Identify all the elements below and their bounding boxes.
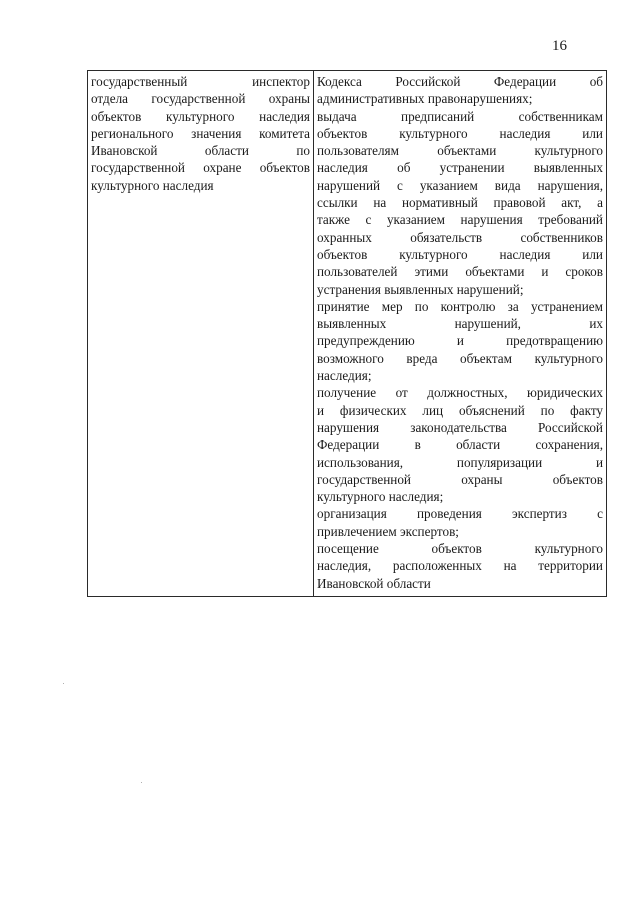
text-line: привлечением экспертов;: [317, 523, 459, 539]
text-line: наследия;: [317, 368, 372, 384]
text-line: предупреждению и предотвращению: [317, 333, 603, 349]
text-line: Ивановской области: [317, 575, 431, 591]
text-line: возможного вреда объектам культурного: [317, 350, 603, 366]
text-line: получение от должностных, юридических: [317, 385, 603, 401]
text-line: устранения выявленных нарушений;: [317, 281, 524, 297]
text-line: также с указанием нарушения требований: [317, 212, 603, 228]
text-line: объектов культурного наследия или: [317, 246, 603, 262]
text-line: наследия об устранении выявленных: [317, 160, 603, 176]
text-line: государственный инспектор: [91, 74, 310, 89]
page-number: 16: [552, 38, 567, 54]
text-line: нарушений с указанием вида нарушения,: [317, 177, 603, 193]
text-line: культурного наследия: [91, 177, 214, 193]
text-line: наследия, расположенных на территории: [317, 558, 603, 574]
text-line: принятие мер по контролю за устранением: [317, 298, 603, 314]
text-line: ссылки на нормативный правовой акт, а: [317, 195, 603, 211]
text-line: выявленных нарушений, их: [317, 316, 603, 332]
text-line: государственной охране объектов: [91, 160, 310, 176]
text-line: административных правонарушениях;: [317, 91, 533, 107]
text-line: государственной охраны объектов: [317, 471, 603, 487]
text-line: объектов культурного наследия: [91, 108, 310, 124]
duties-table: [87, 70, 607, 597]
text-line: культурного наследия;: [317, 489, 444, 505]
text-line: Кодекса Российской Федерации об: [317, 74, 603, 89]
scan-speck: [63, 683, 64, 684]
text-line: Федерации в области сохранения,: [317, 437, 603, 453]
text-line: и физических лиц объяснений по факту: [317, 402, 603, 418]
text-line: организация проведения экспертиз с: [317, 506, 603, 522]
text-line: пользователям объектами культурного: [317, 143, 603, 159]
text-line: Ивановской области по: [91, 143, 310, 159]
text-line: пользователей этими объектами и сроков: [317, 264, 603, 280]
text-line: отдела государственной охраны: [91, 91, 310, 107]
text-line: охранных обязательств собственников: [317, 229, 603, 245]
text-line: использования, популяризации и: [317, 454, 603, 470]
table-row: [88, 71, 607, 597]
text-line: регионального значения комитета: [91, 125, 310, 141]
text-line: посещение объектов культурного: [317, 541, 603, 557]
scan-speck: [141, 782, 142, 783]
text-line: выдача предписаний собственникам: [317, 108, 603, 124]
official-position-cell: [88, 71, 314, 597]
powers-cell: [314, 71, 607, 597]
text-line: объектов культурного наследия или: [317, 125, 603, 141]
text-line: нарушения законодательства Российской: [317, 419, 603, 435]
